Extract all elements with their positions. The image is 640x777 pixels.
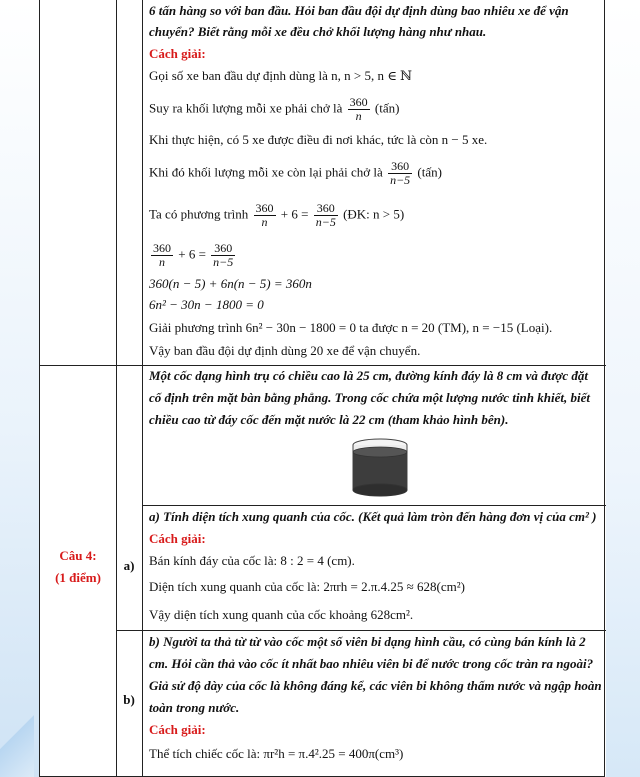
equation-fraction-left: $\frac{360}{n}$: [255, 201, 274, 229]
part-b-question-line3: Giả sử độ dày của cốc là không đáng kể, các viên bi không thấm nước và ngập hoàn: [149, 678, 602, 693]
part-a-line-1: Bán kính đáy của cốc là: 8 : 2 = 4 (cm).: [149, 553, 355, 568]
part-a-line-3: Vậy diện tích xung quanh của cốc khoảng 628cm².: [149, 607, 414, 622]
part-b-question-line2: cm. Hỏi cần thả vào cốc ít nhất bao nhiêu viên bi để nước trong cốc tràn ra ngoài?: [149, 656, 594, 671]
problem-text-line2: chuyển? Biết rằng mỗi xe đều chở khối lượng hàng như nhau.: [149, 24, 487, 39]
equation2-fraction-left: $\frac{360}{n}$: [153, 241, 171, 269]
solution-line-7: 360(n − 5) + 6n(n − 5) = 360n: [149, 276, 312, 291]
part-b-question-line1: b) Người ta thả từ từ vào cốc một số viên bi dạng hình cầu, có cùng bán kính là 2: [149, 634, 586, 649]
solution-line-8: 6n² − 30n − 1800 = 0: [149, 297, 264, 312]
solution-line-6: $\frac{360}{n}$ + 6 = $\frac{360}{n-5}$: [153, 241, 234, 269]
part-b-question-line4: toàn trong nước.: [149, 700, 240, 715]
right-decorative-gradient: [606, 0, 640, 777]
fraction-360-n: $\frac{360}{n}$: [349, 95, 368, 123]
solution-line-10: Vậy ban đầu đội dự định dùng 20 xe để vận chuyển.: [149, 343, 421, 358]
q4-intro-line3: chiều cao từ đáy cốc đến mặt nước là 22 cm (tham khảo hình bên).: [149, 412, 509, 427]
row-divider-q4: [40, 365, 606, 366]
solution-table: [39, 0, 605, 777]
part-a-line-2: Diện tích xung quanh của cốc là: 2πrh = 2.π.4.25 ≈ 628(cm²): [149, 579, 465, 594]
cup-illustration: [345, 436, 415, 500]
col-divider-1: [116, 0, 117, 776]
solution-line-9: Giải phương trình 6n² − 30n − 1800 = 0 ta được n = 20 (TM), n = −15 (Loại).: [149, 320, 553, 335]
left-decorative-gradient: [0, 0, 40, 777]
part-b-solution-title: Cách giải:: [149, 722, 206, 737]
solution-line-1: Gọi số xe ban đầu dự định dùng là n, n > 5, n ∈ ℕ: [149, 68, 412, 83]
solution-line-2: Suy ra khối lượng mỗi xe phải chở là $\frac{360}{n}$ (tấn): [149, 95, 400, 123]
q4-intro-line2: cố định trên mặt bàn bằng phẳng. Trong cốc chứa một lượng nước tinh khiết, biết: [149, 390, 590, 405]
solution-line-5: Ta có phương trình $\frac{360}{n}$ + 6 = $\frac{360}{n-5}$ (ĐK: n > 5): [149, 201, 405, 229]
col-divider-2-top: [142, 0, 143, 365]
solution-line-4: Khi đó khối lượng mỗi xe còn lại phải chở là $\frac{360}{n-5}$ (tấn): [149, 159, 442, 187]
row-divider-a: [142, 505, 606, 506]
q4-intro-line1: Một cốc dạng hình trụ có chiều cao là 25 cm, đường kính đáy là 8 cm và được đặt: [149, 368, 589, 383]
question-4-label: Câu 4:: [59, 548, 97, 563]
row-divider-b: [116, 630, 606, 631]
equation2-fraction-right: $\frac{360}{n-5}$: [213, 241, 234, 269]
part-a-solution-title: Cách giải:: [149, 531, 206, 546]
part-b-label: b): [123, 692, 135, 707]
problem-text-line1: 6 tấn hàng so với ban đầu. Hỏi ban đầu đội dự định dùng bao nhiêu xe để vận: [149, 3, 569, 18]
part-a-label: a): [123, 558, 135, 573]
part-a-question: a) Tính diện tích xung quanh của cốc. (Kết quả làm tròn đến hàng đơn vị của cm² ): [149, 509, 597, 524]
col-divider-2: [142, 365, 143, 776]
solution-line-3: Khi thực hiện, có 5 xe được điều đi nơi khác, tức là còn n − 5 xe.: [149, 132, 488, 147]
part-b-line-1: Thể tích chiếc cốc là: πr²h = π.4².25 = 400π(cm³): [149, 746, 404, 761]
solution-title: Cách giải:: [149, 46, 206, 61]
equation-fraction-right: $\frac{360}{n-5}$: [315, 201, 336, 229]
question-4-points: (1 điểm): [55, 570, 101, 585]
fraction-360-n-5: $\frac{360}{n-5}$: [390, 159, 411, 187]
